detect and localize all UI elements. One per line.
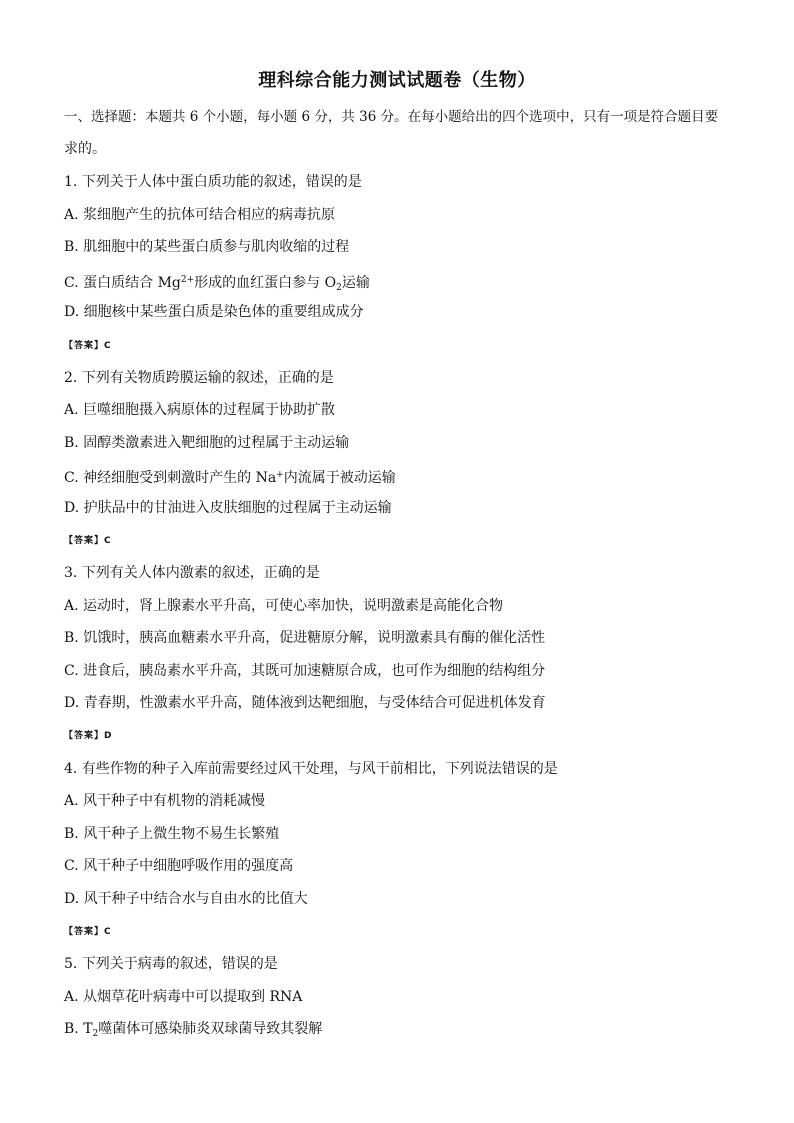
option-text: 运输: [341, 275, 370, 291]
question-2-answer: 【答案】C: [64, 536, 112, 546]
question-3-answer: 【答案】D: [64, 731, 113, 741]
question-2-option-b: B. 固醇类激素进入靶细胞的过程属于主动运输: [64, 435, 350, 451]
section-intro-line-1: 一、选择题：本题共 6 个小题，每小题 6 分，共 36 分。在每小题给出的四个选项中，只有一项是符合题目要: [64, 109, 719, 125]
subscript: 2: [92, 1029, 99, 1039]
question-5-option-a: A. 从烟草花叶病毒中可以提取到 RNA: [64, 989, 303, 1005]
question-4-option-a: A. 风干种子中有机物的消耗减慢: [64, 793, 266, 809]
question-4-option-c: C. 风干种子中细胞呼吸作用的强度高: [64, 858, 294, 874]
option-text: 噬菌体可感染肺炎双球菌导致其裂解: [98, 1021, 323, 1037]
option-text: C. 神经细胞受到刺激时产生的 Na: [64, 470, 277, 486]
question-1-answer: 【答案】C: [64, 341, 112, 351]
question-1-option-a: A. 浆细胞产生的抗体可结合相应的病毒抗原: [64, 207, 336, 223]
subscript: 2: [336, 283, 342, 293]
question-4-answer: 【答案】C: [64, 927, 112, 937]
question-5-stem: 5. 下列关于病毒的叙述，错误的是: [64, 956, 278, 972]
question-1-option-c: [64, 270, 370, 298]
question-1-option-b: B. 肌细胞中的某些蛋白质参与肌肉收缩的过程: [64, 239, 350, 255]
option-text: B. T: [64, 1021, 93, 1037]
question-4-option-b: B. 风干种子上微生物不易生长繁殖: [64, 826, 280, 842]
question-4-option-d: D. 风干种子中结合水与自由水的比值大: [64, 891, 308, 907]
question-1-stem: 1. 下列关于人体中蛋白质功能的叙述，错误的是: [64, 174, 362, 190]
question-4-stem: 4. 有些作物的种子入库前需要经过风干处理，与风干前相比，下列说法错误的是: [64, 761, 558, 777]
superscript: +: [276, 470, 284, 480]
question-2-option-a: A. 巨噬细胞摄入病原体的过程属于协助扩散: [64, 402, 336, 418]
superscript: 2+: [180, 275, 195, 285]
question-2-option-d: D. 护肤品中的甘油进入皮肤细胞的过程属于主动运输: [64, 500, 392, 516]
question-3-option-c: C. 进食后，胰岛素水平升高，其既可加速糖原合成，也可作为细胞的结构组分: [64, 663, 546, 679]
question-3-option-a: A. 运动时，肾上腺素水平升高，可使心率加快，说明激素是高能化合物: [64, 598, 504, 614]
option-text: 内流属于被动运输: [283, 470, 396, 486]
section-intro-line-2: 求的。: [64, 141, 106, 157]
question-2-option-c: [64, 465, 396, 488]
page-title: 理科综合能力测试试题卷（生物）: [258, 70, 536, 91]
question-1-option-d: D. 细胞核中某些蛋白质是染色体的重要组成成分: [64, 304, 364, 320]
question-2-stem: 2. 下列有关物质跨膜运输的叙述，正确的是: [64, 370, 334, 386]
option-text: 形成的血红蛋白参与 O: [194, 275, 337, 291]
question-3-option-b: B. 饥饿时，胰高血糖素水平升高，促进糖原分解，说明激素具有酶的催化活性: [64, 630, 546, 646]
question-3-option-d: D. 青春期，性激素水平升高，随体液到达靶细胞，与受体结合可促进机体发育: [64, 695, 546, 711]
question-5-option-b: [64, 1019, 322, 1044]
option-text: C. 蛋白质结合 Mg: [64, 275, 181, 291]
question-3-stem: 3. 下列有关人体内激素的叙述，正确的是: [64, 565, 320, 581]
